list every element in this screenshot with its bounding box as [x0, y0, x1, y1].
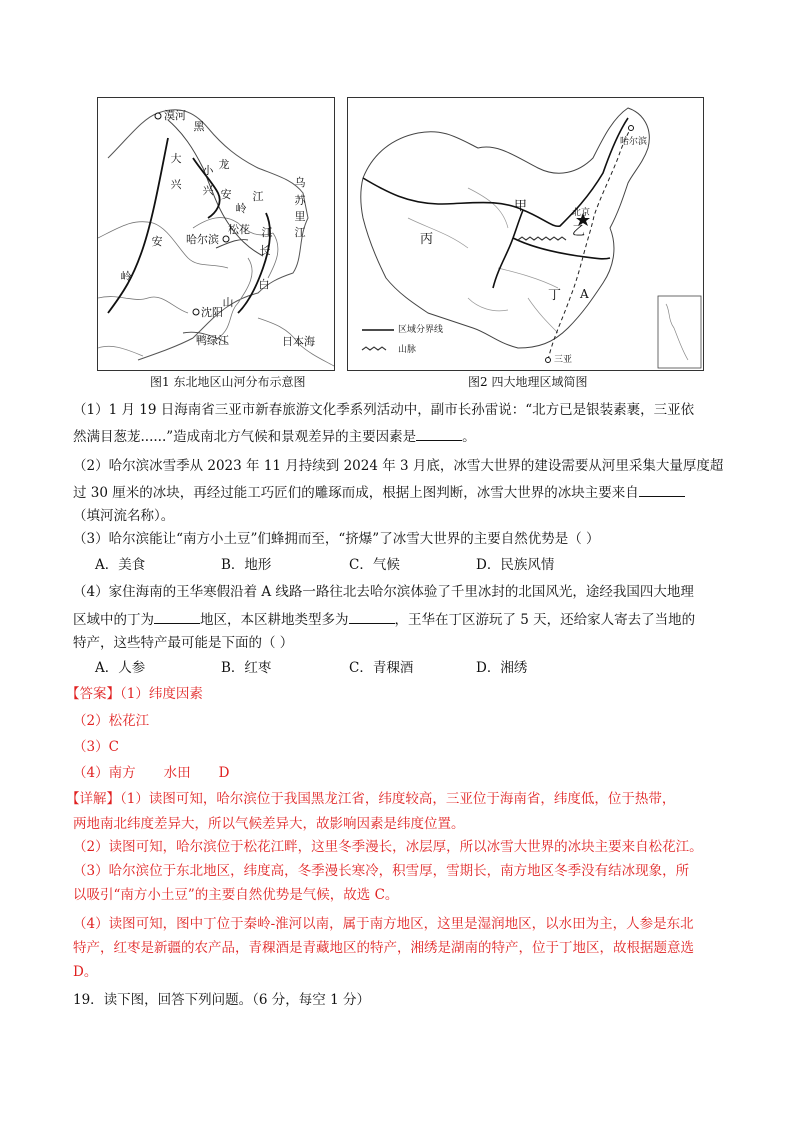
label-heilongjiang-1: 黑	[193, 120, 205, 133]
label-daxinganling-3: 安	[151, 235, 163, 248]
answer-3: （3）C	[73, 739, 119, 755]
label-harbin: 哈尔滨	[186, 233, 219, 246]
label-mohe: 漠河	[164, 109, 186, 122]
q2-line2-text: 过 30 厘米的冰块，再经过能工巧匠们的雕琢而成，根据上图判断，冰雪大世界的冰块主要来自	[73, 485, 639, 501]
q3-line1: （3）哈尔滨能让“南方小土豆”们蜂拥而至，“挤爆”了冰雪大世界的主要自然优势是（ ）	[73, 531, 600, 547]
detail-1-text: （1）读图可知，哈尔滨位于我国黑龙江省，纬度较高，三亚位于海南省，纬度低，位于热带，	[120, 791, 676, 807]
label-xiaoxinganling-4: 岭	[235, 202, 247, 215]
label-xiaoxinganling-1: 小	[202, 164, 214, 177]
label-ding: 丁	[548, 288, 562, 303]
china-regions-map-figure	[347, 97, 704, 371]
q4-farmland-blank[interactable]	[349, 609, 395, 624]
label-sanya: 三亚	[554, 355, 573, 365]
detail-1-line2: 两地南北纬度差异大，所以气候差异大，故影响因素是纬度位置。	[73, 816, 465, 832]
detail-4-line2: 特产，红枣是新疆的农产品，青稞酒是青藏地区的特产，湘绣是湖南的特产，位于丁地区，故根据题意选	[73, 940, 694, 956]
label-daxinganling-2: 兴	[170, 178, 182, 191]
q3-option-a[interactable]: A．美食	[95, 557, 146, 573]
answer-2: （2）松花江	[73, 713, 150, 729]
detail-3-line1: （3）哈尔滨位于东北地区，纬度高，冬季漫长寒冷，积雪厚，雪期长，南方地区冬季没有结冰现象，所	[73, 863, 690, 879]
detail-line1	[66, 790, 726, 809]
label-heilongjiang-3: 江	[252, 190, 264, 203]
label-wusulijiang-2: 苏	[294, 194, 306, 207]
label-shenyang: 沈阳	[201, 306, 223, 319]
label-harbin-fig2: 哈尔滨	[620, 137, 648, 147]
label-yi: 乙	[572, 224, 586, 239]
label-yalu: 鸭绿江	[196, 334, 229, 347]
answer-4	[73, 764, 733, 783]
q4-line3: 特产，这些特产最可能是下面的（ ）	[73, 635, 294, 651]
q3-option-c[interactable]: C．气候	[349, 557, 400, 573]
label-changbai-chang: 长	[259, 244, 271, 257]
legend-boundary-label: 区域分界线	[398, 325, 444, 335]
label-beijing: 北京	[572, 208, 591, 218]
answer-tag: 【答案】	[66, 686, 120, 702]
q2-line1: （2）哈尔滨冰雪季从 2023 年 11 月持续到 2024 年 3 月底，冰雪大世界的建设需要从河里采集大量厚度超	[73, 458, 724, 474]
answer-4-label: （4）南方	[73, 765, 136, 781]
detail-tag: 【详解】	[66, 791, 120, 807]
label-heilongjiang-2: 龙	[218, 158, 230, 171]
answer-1: （1）纬度因素	[120, 686, 203, 702]
detail-4-line3: D。	[73, 964, 98, 980]
q1-line1: （1）1 月 19 日海南省三亚市新春旅游文化季系列活动中，副市长孙雷说：“北方已是银装素裹，三亚依	[73, 402, 695, 418]
q4-line2a: 区域中的丁为	[73, 612, 154, 628]
detail-2: （2）读图可知，哈尔滨位于松花江畔，这里冬季漫长，冰层厚，所以冰雪大世界的冰块主要来自松花江。	[73, 839, 703, 855]
label-daxinganling-4: 岭	[120, 270, 132, 283]
label-bing: 丙	[420, 232, 434, 247]
q4-option-c[interactable]: C．青稞酒	[349, 660, 414, 676]
q4-option-d[interactable]: D．湘绣	[476, 660, 528, 676]
detail-3-line2: 以吸引“南方小土豆”的主要自然优势是气候，故选 C。	[73, 887, 399, 903]
fig2-caption: 图2 四大地理区域简图	[468, 375, 588, 389]
q1-line2-end: 。	[462, 429, 476, 445]
q4-option-b[interactable]: B．红枣	[221, 660, 272, 676]
detail-4-line1: （4）读图可知，图中丁位于秦岭-淮河以南，属于南方地区，这里是湿润地区，以水田为主，人参是东北	[73, 916, 694, 932]
label-changbai-shan: 山	[222, 296, 234, 309]
q4-line2c: ，王华在丁区游玩了 5 天，还给家人寄去了当地的	[394, 612, 696, 628]
legend-mountain-label: 山脉	[398, 345, 417, 355]
label-jia: 甲	[514, 199, 528, 214]
label-daxinganling-1: 大	[170, 152, 182, 165]
q3-option-b[interactable]: B．地形	[221, 557, 272, 573]
label-wusulijiang-1: 乌	[294, 176, 306, 189]
label-sea: 日本海	[282, 335, 315, 348]
q1-answer-blank[interactable]	[416, 426, 462, 441]
answer-line1	[66, 685, 726, 704]
fig1-caption: 图1 东北地区山河分布示意图	[150, 375, 306, 389]
q1-line2-text: 然满目葱茏......”造成南北方气候和景观差异的主要因素是	[73, 429, 417, 445]
label-xiaoxinganling-2: 兴	[202, 184, 214, 197]
q2-line2	[73, 482, 733, 503]
q3-option-d[interactable]: D．民族风情	[476, 557, 555, 573]
q2-line3: （填河流名称）。	[73, 508, 175, 524]
q4-line2b: 地区，本区耕地类型多为	[200, 612, 349, 628]
q2-answer-blank[interactable]	[639, 482, 685, 497]
label-wusulijiang-4: 江	[294, 226, 306, 239]
q4-line1: （4）家住海南的王华寒假沿着 A 线路一路往北去哈尔滨体验了千里冰封的北国风光，途经我国四大地理	[73, 584, 694, 600]
label-changbai-bai: 白	[258, 278, 270, 291]
question-19: 19．读下图，回答下列问题。（6 分，每空 1 分）	[73, 992, 370, 1008]
answer-4-c: D	[218, 765, 230, 781]
q1-line2	[73, 426, 733, 447]
label-wusulijiang-3: 里	[294, 210, 306, 223]
label-songhua-jiang: 江	[261, 226, 273, 239]
answer-4-b: 水田	[163, 765, 191, 781]
q4-line2	[73, 609, 733, 630]
label-xiaoxinganling-3: 安	[220, 188, 232, 201]
northeast-map-figure	[97, 97, 335, 371]
q4-option-a[interactable]: A．人参	[95, 660, 146, 676]
label-route-a: A	[580, 287, 589, 301]
q4-region-blank[interactable]	[154, 609, 200, 624]
label-songhua: 松花	[228, 223, 250, 236]
